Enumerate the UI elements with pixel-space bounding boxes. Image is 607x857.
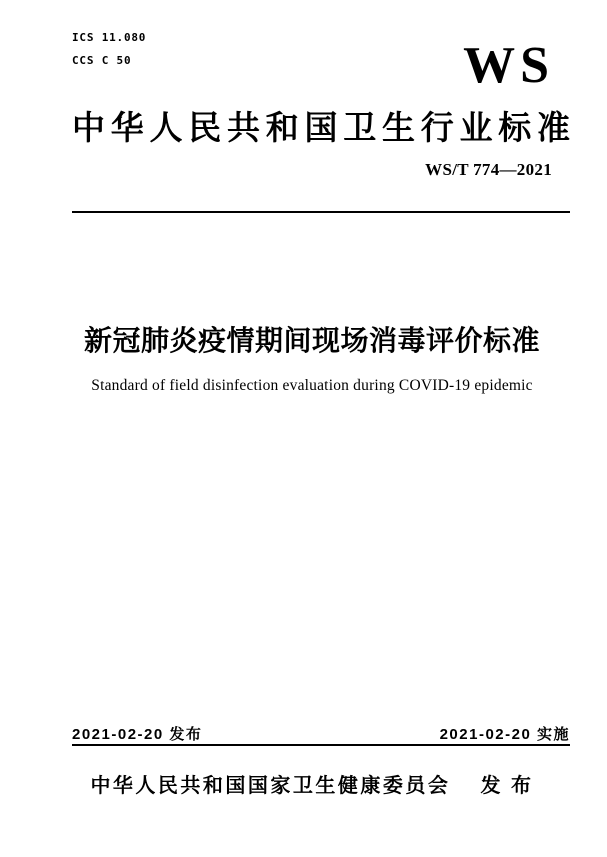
issuer-name: 中华人民共和国国家卫生健康委员会 (90, 775, 451, 797)
issue-date: 2021-02-20 发布 (72, 726, 203, 743)
publish-label: 发 布 (480, 775, 534, 797)
standard-number: WS/T 774—2021 (425, 160, 552, 179)
document-title-en: Standard of field disinfection evaluation during COVID-19 epidemic (91, 377, 533, 394)
implement-date: 2021-02-20 实施 (439, 726, 570, 743)
document-title-zh: 新冠肺炎疫情期间现场消毒评价标准 (83, 325, 540, 356)
ics-code: ICS 11.080 (72, 31, 147, 44)
ccs-code: CCS C 50 (72, 54, 132, 67)
header-rule (72, 211, 570, 213)
dates-row (72, 723, 570, 744)
standard-type-heading: 中 华 人 民 共 和 国 卫 生 行 业 标 准 (72, 109, 570, 146)
ws-standard-logo: WS (463, 37, 554, 94)
issuer-line (42, 769, 582, 798)
footer-rule (72, 744, 570, 746)
